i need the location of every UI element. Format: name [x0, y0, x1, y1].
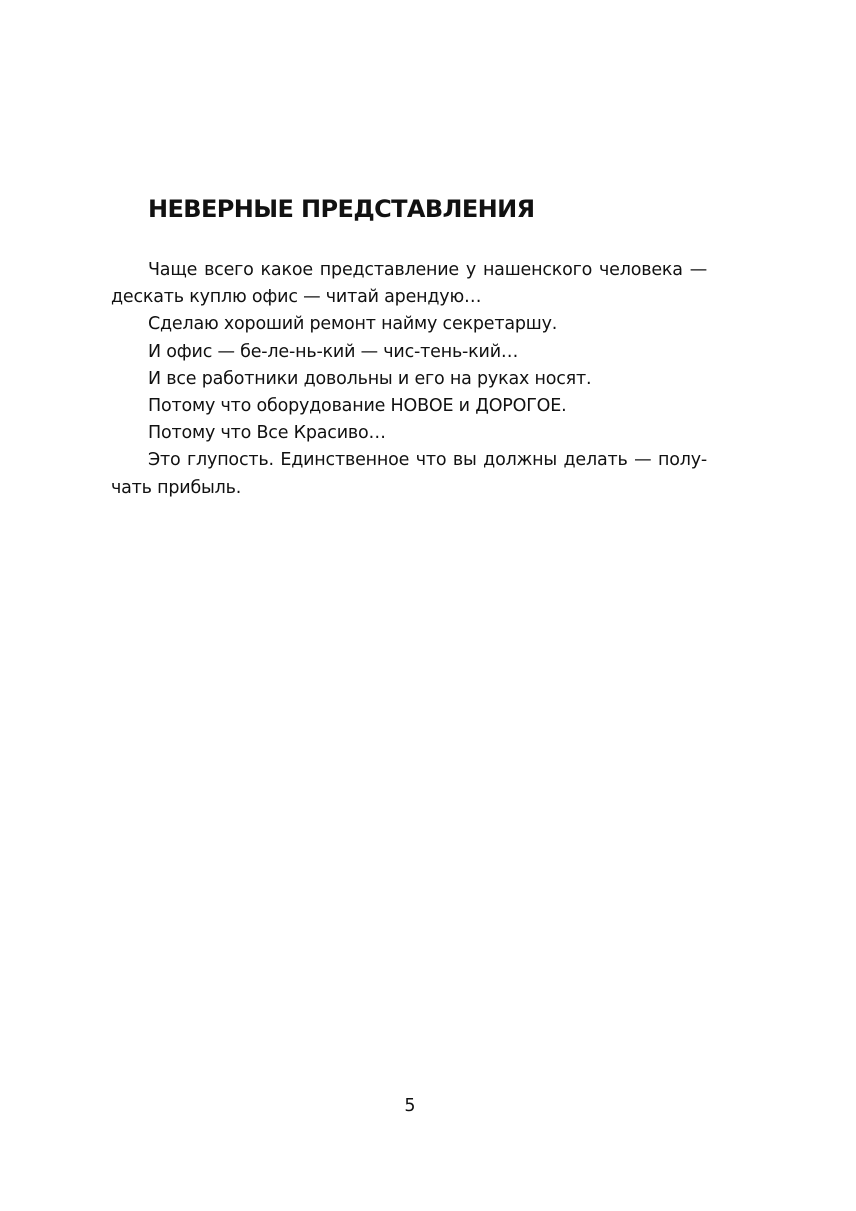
text-line: Потому что оборудование НОВОЕ и ДОРОГОЕ. [148, 395, 567, 416]
paragraph [111, 257, 707, 311]
paragraph [111, 366, 707, 393]
text-line: дескать куплю офис — читай арендую… [111, 287, 482, 308]
text-line: чать прибыль. [111, 477, 242, 498]
body-text [111, 257, 707, 502]
text-line: Это глупость. Единственное что вы должны делать — полу- [148, 450, 707, 471]
text-line: И все работники довольны и его на руках носят. [148, 368, 592, 389]
paragraph [111, 311, 707, 338]
paragraph [111, 339, 707, 366]
text-line: И офис — бе-ле-нь-кий — чис-тень-кий… [148, 341, 519, 362]
text-line: Потому что Все Красиво… [148, 423, 386, 444]
page-number: 5 [404, 1096, 416, 1116]
paragraph [111, 393, 707, 420]
paragraph [111, 420, 707, 447]
section-title: НЕВЕРНЫЕ ПРЕДСТАВЛЕНИЯ [148, 195, 535, 223]
text-line: Чаще всего какое представление у нашенского человека — [148, 260, 707, 280]
text-line: Сделаю хороший ремонт найму секретаршу. [148, 314, 558, 335]
paragraph [111, 447, 707, 501]
